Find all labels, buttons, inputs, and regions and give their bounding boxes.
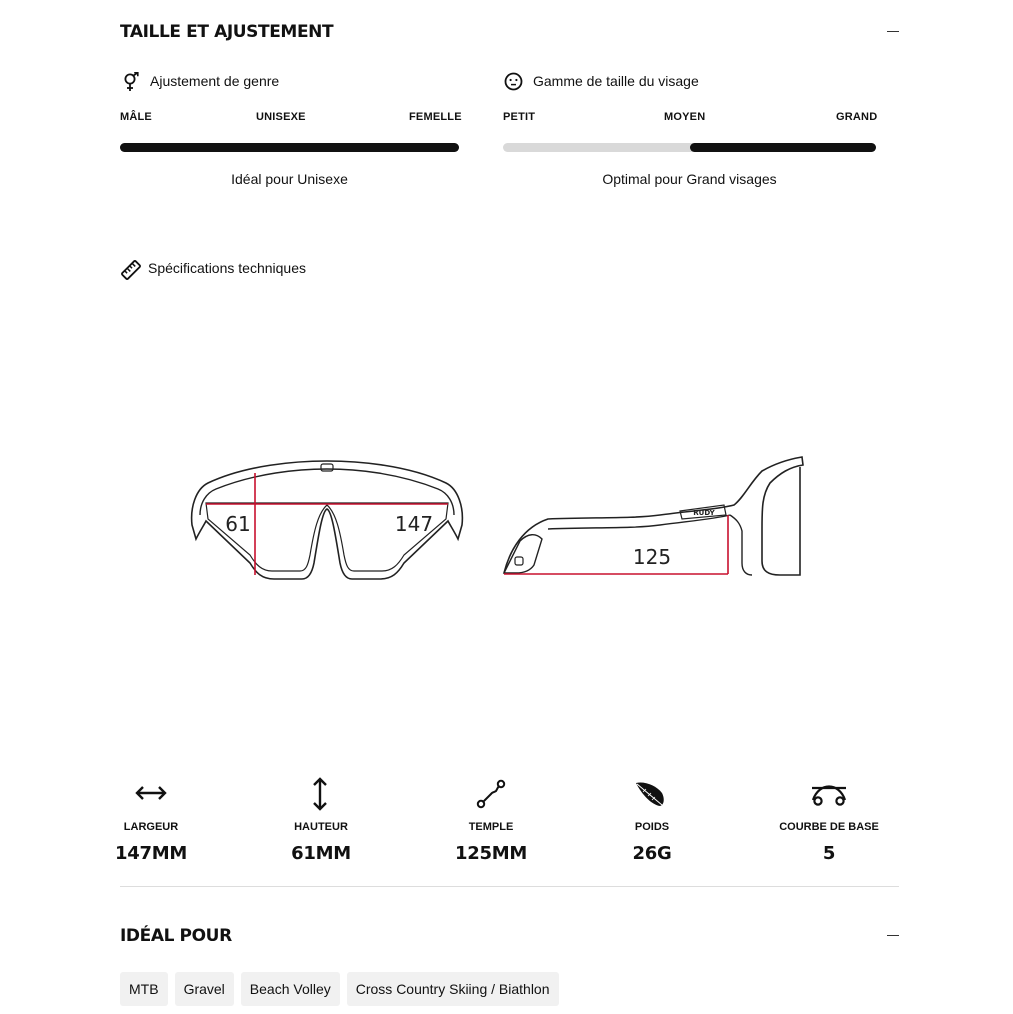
spec-value-temple: 125MM bbox=[455, 843, 527, 864]
spec-label-poids: POIDS bbox=[634, 821, 670, 833]
gender-fit-caption: Idéal pour Unisexe bbox=[231, 171, 348, 187]
gender-fit-label: Ajustement de genre bbox=[150, 73, 280, 89]
spec-value-poids: 26G bbox=[632, 843, 672, 864]
front-height-value: 61 bbox=[225, 512, 251, 536]
temple-icon bbox=[476, 779, 506, 809]
tag-mtb[interactable]: MTB bbox=[120, 972, 168, 1006]
collapse-ideal-for-icon[interactable] bbox=[887, 935, 899, 936]
gender-fit-bar bbox=[120, 143, 459, 152]
face-scale-right: GRAND bbox=[836, 111, 878, 123]
spec-label-hauteur: HAUTEUR bbox=[294, 821, 348, 833]
front-width-value: 147 bbox=[394, 512, 434, 536]
side-view-diagram bbox=[500, 453, 808, 581]
section-title-ideal-for: IDÉAL POUR bbox=[120, 926, 232, 946]
spec-label-courbe: COURBE DE BASE bbox=[779, 821, 879, 833]
spec-value-courbe: 5 bbox=[822, 843, 836, 864]
section-title-size-fit: TAILLE ET AJUSTEMENT bbox=[120, 22, 334, 42]
side-temple-value: 125 bbox=[632, 545, 672, 569]
face-size-fill bbox=[690, 143, 877, 152]
face-size-label: Gamme de taille du visage bbox=[533, 73, 699, 89]
feather-icon bbox=[634, 779, 666, 809]
gender-scale-left: MÂLE bbox=[120, 111, 152, 123]
tag-beach-volley[interactable]: Beach Volley bbox=[241, 972, 340, 1006]
tech-specs-label: Spécifications techniques bbox=[148, 260, 306, 276]
spec-value-hauteur: 61MM bbox=[291, 843, 351, 864]
face-icon bbox=[504, 72, 523, 91]
face-size-bar bbox=[503, 143, 876, 152]
face-scale-left: PETIT bbox=[503, 111, 536, 123]
tag-gravel[interactable]: Gravel bbox=[175, 972, 234, 1006]
tag-cross-country-skiing[interactable]: Cross Country Skiing / Biathlon bbox=[347, 972, 559, 1006]
gender-icon bbox=[122, 72, 140, 92]
width-arrows-icon bbox=[134, 783, 168, 803]
side-brand-text: RUDY bbox=[693, 509, 715, 517]
gender-scale-right: FEMELLE bbox=[409, 111, 462, 123]
gender-fit-fill bbox=[120, 143, 459, 152]
spec-value-largeur: 147MM bbox=[115, 843, 187, 864]
height-arrows-icon bbox=[310, 776, 330, 812]
gender-scale-center: UNISEXE bbox=[256, 111, 306, 123]
spec-label-temple: TEMPLE bbox=[468, 821, 514, 833]
spec-label-largeur: LARGEUR bbox=[123, 821, 179, 833]
activity-tags bbox=[120, 972, 559, 1006]
front-view-diagram bbox=[186, 455, 468, 585]
ruler-icon bbox=[120, 259, 142, 281]
face-scale-center: MOYEN bbox=[664, 111, 706, 123]
face-size-caption: Optimal pour Grand visages bbox=[602, 171, 777, 187]
collapse-size-fit-icon[interactable] bbox=[887, 31, 899, 32]
section-divider bbox=[120, 886, 899, 887]
base-curve-icon bbox=[811, 780, 847, 808]
